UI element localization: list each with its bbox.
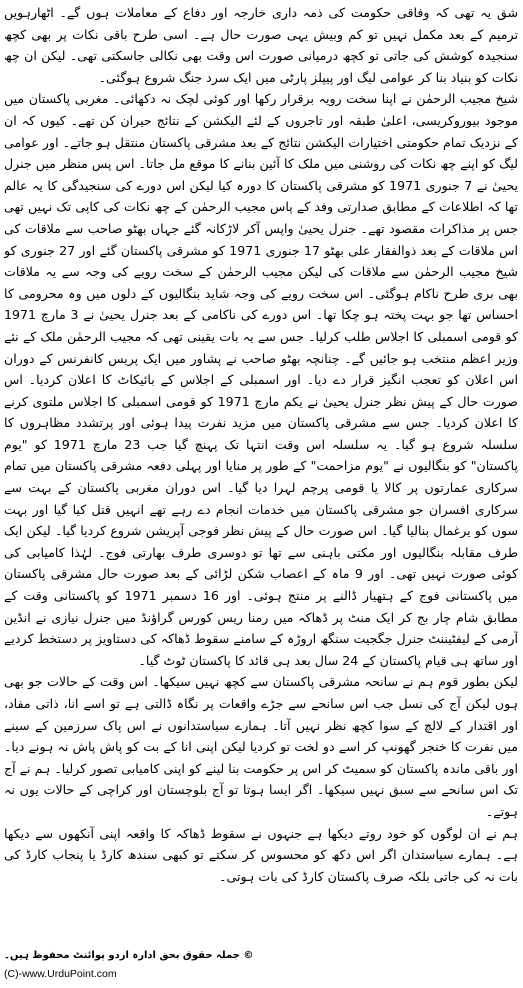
article-body [4, 2, 518, 950]
site-credit: (C)-www.UrduPoint.com [4, 968, 117, 980]
article-paragraph: شق یہ تھی کہ وفاقی حکومت کی ذمہ داری خارجہ اور دفاع کے معاملات ہوں گے۔ اٹھارہویں ترمیم کے بعد مکمل نہیں تو کم وبیش یہی صورت حال ہے۔ اسی طرح باقی نکات پر بھی کچھ سنجیدہ کوشش کی جاتی تو کچھ درمیانی صورت اس وقت بھی نکالی جاسکتی تھی۔ لیکن ان چھ نکات کو بنیاد بنا کر عوامی لیگ اور پیپلز پارٹی میں ایک سرد جنگ شروع ہوگئی۔ [4, 5, 518, 85]
article-paragraph: شیخ مجیب الرحمٰن نے اپنا سخت رویہ برقرار رکھا اور کوئی لچک نہ دکھائی۔ مغربی پاکستان میں موجود بیوروکریسی، اعلیٰ طبقہ اور تاجروں کے لئے الیکشن کے نتائج حیران کن تھے۔ کیوں کہ ان کے نزدیک تمام حکومتی اختیارات الیکشن نتائج کے بعد مشرقی پاکستان منتقل ہو جاتے۔ اور عوامی لیگ کو اپنے چھ نکات کی روشنی میں ملک کا آئین بنانے کا موقع مل جاتا۔ اس پس منظر میں جنرل یحییٰ نے 7 جنوری 1971 کو مشرقی پاکستان کا دورہ کیا لیکن اس دورے کی سنجیدگی کا یہ عالم تھا کہ اطلاعات کے مطابق صدارتی وفد کے پاس مجیب الرحمٰن کے چھ نکات کی کاپی تک نہیں تھی جس پر مذاکرات مقصود تھے۔ جنرل یحییٰ واپس آکر لاڑکانہ گئے جہاں بھٹو صاحب سے ملاقات کی اس ملاقات کے بعد ذوالفقار علی بھٹو 17 جنوری 1971 کو مشرقی پاکستان گئے اور 27 جنوری کو شیخ مجیب الرحمٰن سے ملاقات کی لیکن مجیب الرحمٰن کے سخت رویے کی وجہ سے یہ ملاقات بھی بری طرح ناکام ہوگئی۔ اس سخت رویے کی وجہ شاید بنگالیوں کے دلوں میں وہ محرومی کا احساس تھا جو بہت پختہ ہو چکا تھا۔ اس دورے کی ناکامی کے بعد جنرل یحییٰ نے 3 مارچ 1971 کو قومی اسمبلی کا اجلاس طلب کرلیا۔ جس سے یہ بات یقینی تھی کہ مجیب الرحمٰن ملک کے نئے وزیر اعظم منتخب ہو جائیں گے۔ چنانچہ بھٹو صاحب نے پشاور میں ایک پریس کانفرنس کے دوران اس اعلان کو تعجب انگیز قرار دے دیا۔ اور اسمبلی کے اجلاس کے بائیکاٹ کا اعلان کردیا۔ اس صورت حال کے پیش نظر جنرل یحییٰ نے یکم مارچ 1971 کو قومی اسمبلی کا اجلاس ملتوی کرنے کا اعلان کردیا۔ جس سے مشرقی پاکستان میں مزید نفرت پیدا ہوئی اور پرتشدد مظاہروں کا سلسلہ شروع ہو گیا۔ یہ سلسلہ اس وقت انتہا تک پہنچ گیا جب 23 مارچ 1971 کو "یوم پاکستان" کو بنگالیوں نے "یوم مزاحمت" کے طور پر منایا اور پہلی دفعہ مشرقی پاکستان میں تمام سرکاری عمارتوں پر کالا یا قومی پرچم لہرا دیا گیا۔ اس دوران مغربی پاکستان کے بہت سے سرکاری افسران جو مشرقی پاکستان میں خدمات انجام دے رہے تھے انہیں قتل کیا گیا اور بہت سوں کو یرغمال بنالیا گیا۔ اس صورت حال کے پیش نظر فوجی آپریشن شروع کردیا گیا۔ لیکن ایک طرف مقابلہ بنگالیوں اور مکتی باہنی سے تھا تو دوسری طرف بھارتی فوج۔ لہٰذا کامیابی کی کوئی صورت نہیں تھی۔ اور 9 ماہ کے اعصاب شکن لڑائی کے بعد صورت حال مشرقی پاکستان میں پاکستانی فوج کے ہتھیار ڈالنے پر منتج ہوئی۔ اور 16 دسمبر 1971 کو پاکستانی وقت کے مطابق شام چار بج کر ایک منٹ پر ڈھاکہ میں رمنا ریس کورس گراؤنڈ میں جنرل نیازی نے انڈین آرمی کے لیفٹیننٹ جنرل جگجیت سنگھ اروڑہ کے سامنے سقوط ڈھاکہ کی دستاویز پر دستخط کردیے اور ساتھ ہی قیام پاکستان کے 24 سال بعد ہی قائد کا پاکستان ٹوٹ گیا۔ [4, 91, 518, 668]
copyright-notice: © جملہ حقوق بحق ادارہ اردو پوائنٹ محفوظ ہیں۔ [4, 950, 254, 961]
page-footer [4, 948, 518, 986]
article-paragraph: ہم نے ان لوگوں کو خود روتے دیکھا ہے جنہوں نے سقوط ڈھاکہ کا واقعہ اپنی آنکھوں سے دیکھا ہے۔ ہمارے سیاستدان اگر اس دکھ کو محسوس کر سکتے تو کبھی سندھ کارڈ یا پنجاب کارڈ کی بات نہ کی جاتی بلکہ صرف پاکستان کارڈ کی بات ہوتی۔ [4, 825, 518, 884]
article-paragraph: لیکن بطور قوم ہم نے سانحہ مشرقی پاکستان سے کچھ نہیں سیکھا۔ اس وقت کے حالات جو بھی ہوں لیکن آج کی نسل جب اس سانحے سے جڑے واقعات پر نگاہ ڈالتی ہے تو اسے انا، ذاتی مفاد، اور اقتدار کے لالچ کے سوا کچھ نظر نہیں آتا۔ ہمارے سیاستدانوں نے اس پاک سرزمین کے سینے میں نفرت کا خنجر گھونپ کر اسے دو لخت تو کردیا لیکن اپنی انا کے بت کو پاش پاش نہ ہونے دیا۔ اور باقی ماندہ پاکستان کو سمیٹ کر اس پر حکومت بنا لینے کو اپنی کامیابی تصور کرلیا۔ ہم نے آج تک اس سانحے سے سبق نہیں سیکھا۔ اگر ایسا ہوتا تو آج بلوچستان اور کراچی کے حالات یوں نہ ہوتے۔ [4, 674, 518, 819]
